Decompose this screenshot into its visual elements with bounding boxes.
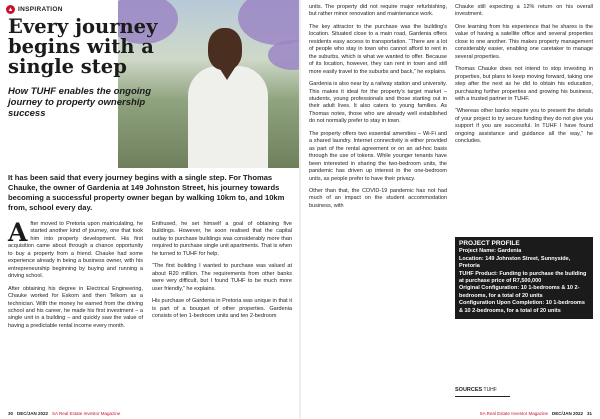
paragraph: The property offers two essential amenities – Wi-Fi and a shared laundry. Internet connectivity is either provided as part of the rental agreement or on an ad-hoc basis through the use of tokens. While younger tenants have been interested in sharing the two-bedroom units, the pandemic has driven up interest in the one-bedroom units, as people prefer to have their privacy. [309,130,447,182]
sources-label: SOURCES [455,387,483,393]
inspiration-icon: ▲ [7,6,14,13]
footer-left [8,411,120,416]
paragraph: units. The property did not require major refurbishing, but rather minor renovation and maintenance work. [309,4,447,18]
profile-line: Project Name: Gardenia [459,248,522,255]
paragraph: Chauke still expecting a 12% return on his overall investment. [455,4,593,18]
paragraph: fter moved to Pretoria upon matriculating, he started another kind of journey, one that took him into property development. His first acquisition came about through a chance opportunity to buy a property from a friend. Chauke had some experience already in being a business owner, with his entrepreneurship beginning by buying and running a driving school. [8,221,143,280]
right-column-2 [455,4,593,151]
person-shirt [188,66,268,168]
section-label: INSPIRATION [18,6,63,13]
paragraph: “The first building I wanted to purchase was valued at about R20 million. The requirements from other banks were very difficult, but I found TUHF to be much more user friendly,” he explains. [152,263,292,292]
paragraph: Enthused, he set himself a goal of obtaining five buildings. However, he soon realised that the capital outlay to purchase buildings was considerably more than required to purchase single unit apartments. That is when he turned to TUHF for help. [152,221,292,257]
paragraph: “Whereas other banks require you to present the details of your project to try secure funding they do not give you support if you are successful. In TUHF I have found ongoing assistance and guidance all the way,” he concludes. [455,108,593,145]
paragraph: Thomas Chauke does not intend to stop investing in properties, but plans to keep moving forward, taking one step after the next as he did to obtain his education, purchasing further properties and growing his business, with a trusted partner in TUHF. [455,66,593,102]
intro-paragraph: It has been said that every journey begins with a single step. For Thomas Chauke, the owner of Gardenia at 149 Johnston Street, his journey towards becoming a successful property owner began by walking 10km to, and 10km from, school every day. [8,173,285,212]
project-profile-box [455,237,593,319]
sources-line [455,387,497,393]
right-page [300,0,600,419]
paragraph: One learning from his experience that he shares is the value of having a satellite office and several properties close to one another. This makes property management considerably easier, enabling one caretaker to manage several properties. [455,23,593,60]
issue-date: DEC/JAN 2022 [17,411,49,416]
sources-rule [455,396,510,397]
paragraph: Other than that, the COVID-19 pandemic has not had much of an impact on the student accommodation business, with [309,187,447,209]
left-column-1 [8,218,143,335]
profile-title: PROJECT PROFILE [459,240,520,247]
issue-date: DEC/JAN 2022 [551,411,583,416]
subhead: How TUHF enables the ongoing journey to property ownership success [8,86,152,119]
person-head [208,28,242,70]
profile-line: Original Configuration: 10 1-bedrooms & 10 2-bedrooms, for a total of 20 units [459,285,580,299]
footer-right [480,411,592,416]
sources-value: TUHF [483,387,497,393]
paragraph: After obtaining his degree in Electrical Engineering, Chauke worked for Eskom and then Telkom as a technician. With the money he earned from the driving school and his career, he made his first investment – a single unit in a building – and quickly saw the value of having a predictable rental income every month. [8,285,143,329]
headline: Every journey begins with a single step [8,15,158,78]
profile-line: TUHF Product: Funding to purchase the building at purchase price of R7,500,000 [459,270,587,285]
section-tag [6,5,63,14]
page-number: 31 [586,411,592,416]
paragraph: Gardenia is also near by a railway station and university. This makes it ideal for the property's target market – students, young professionals and those starting out in their adult lives. It also caters to young families. As Thomas notes, those who are already well established do not normally prefer to stay in town. [309,81,447,125]
left-column-2 [152,221,292,325]
dropcap: A [8,218,28,247]
magazine-name: SA Real Estate Investor Magazine [52,411,121,416]
magazine-name: SA Real Estate Investor Magazine [479,411,548,416]
paragraph: The key attractor to the purchase was the building's location. Situated close to a main road, Gardenia offers residents easy access to transportation. “There are a lot of people who stay in town who cannot afford to rent in the suburbs, which is what we wanted to offer. Because of its location, however, they can rent in town and still more easily travel to the suburbs and back,” he explains. [309,23,447,75]
profile-line: Location: 149 Johnston Street, Sunnyside, Pretoria [459,255,571,270]
right-column-1 [309,4,447,215]
profile-line: Configuration Upon Completion: 10 1-bedrooms & 10 2-bedrooms, for a total of 20 units [459,300,585,314]
paragraph: His purchase of Gardenia in Pretoria was unique in that it is part of a bouquet of other properties. Gardenia consists of ten 1-bedroom units and ten 2-bedroom [152,298,292,319]
page-number: 30 [8,411,14,416]
